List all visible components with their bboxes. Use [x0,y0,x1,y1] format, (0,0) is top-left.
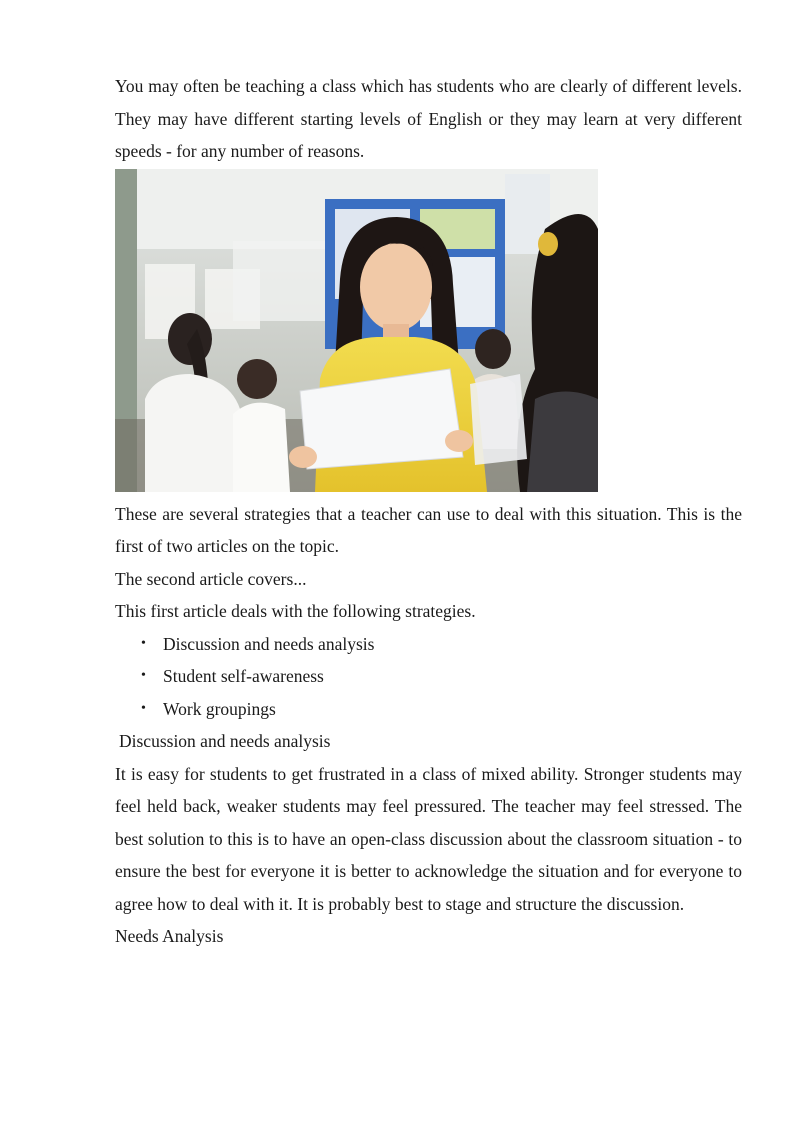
classroom-photo-icon [115,169,598,492]
second-article-line: The second article covers... [115,568,307,589]
section-body: It is easy for students to get frustrated in a class of mixed ability. Stronger students may feel held back, weaker students may feel pressured. The teacher may feel stressed. The best solution to this is to have an open-class discussion about the classroom situation - to ensure the best for everyone it is better to acknowledge the situation and for everyone to agree how to deal with it. It is probably best to stage and structure the discussion. [115,763,742,914]
intro-paragraph: You may often be teaching a class which has students who are clearly of different levels. They may have different starting levels of English or they may learn at very different speeds - for any number of reasons. [115,76,742,161]
list-item-text: Work groupings [163,698,276,719]
list-intro-line: This first article deals with the following strategies. [115,601,476,621]
list-item-text: Student self-awareness [163,666,324,686]
list-item-text: Discussion and needs analysis [163,633,375,654]
strategies-paragraph: These are several strategies that a teacher can use to deal with this situation. This is the first of two articles on the topic. [115,503,742,556]
list-item [115,693,742,726]
section-heading: Discussion and needs analysis [119,731,331,751]
bullet-icon: • [141,635,146,651]
bullet-icon: • [141,668,146,683]
list-item [115,660,742,693]
bullet-icon: • [141,700,146,716]
subheading: Needs Analysis [115,926,224,946]
list-item [115,628,742,661]
strategy-list [115,628,742,726]
document-body [115,70,742,953]
